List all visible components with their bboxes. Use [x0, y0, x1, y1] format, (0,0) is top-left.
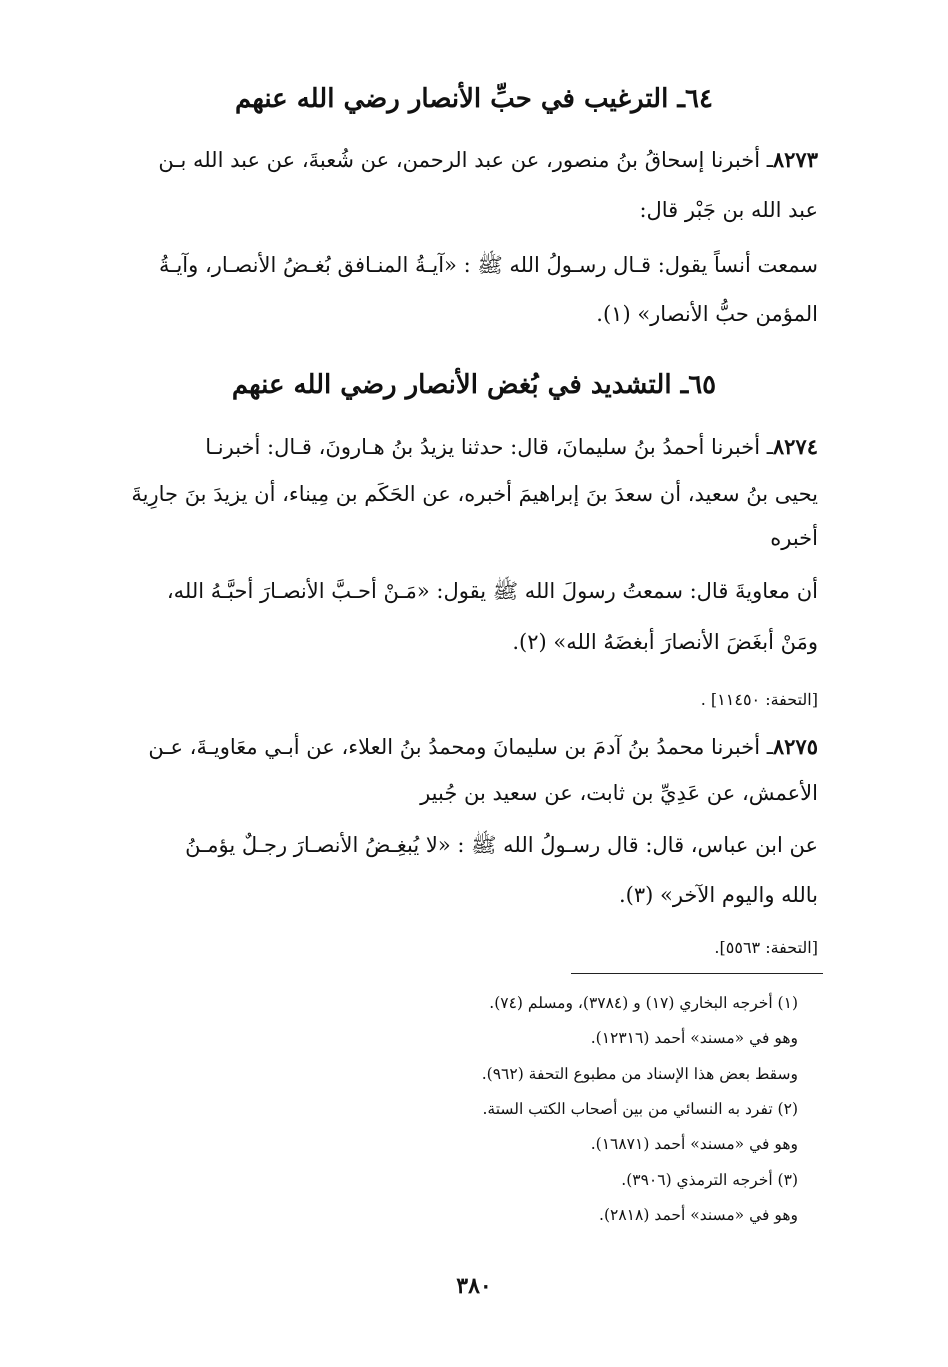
hadith-number: ٨٢٧٤ — [772, 434, 818, 459]
footnote-line: وهو في «مسند» أحمد (١٢٣١٦). — [590, 1029, 798, 1047]
hadith-8274-line-4: أن معاويةَ قال: سمعتُ رسولَ الله ﷺ يقول: «مَـنْ أحـبَّ الأنصـارَ أحبَّـهُ الله، — [166, 579, 818, 603]
tuhfa-reference: [التحفة: ١١٤٥٠] . — [700, 690, 818, 709]
tuhfa-reference: [التحفة: ٥٥٦٣]. — [714, 938, 818, 957]
hadith-8273-line-3: سمعت أنساً يقول: قـال رسـولُ الله ﷺ : «آيـةُ المنـافق بُغـضُ الأنصـار، وآيـةُ — [159, 253, 818, 277]
footnote-line: وهو في «مسند» أحمد (١٦٨٧١). — [590, 1135, 798, 1153]
hadith-8275-line-1 — [148, 734, 818, 759]
footnote-separator — [571, 973, 823, 974]
hadith-text: ـ أخبرنا محمدُ بنُ آدمَ بن سليمانَ ومحمدُ بنُ العلاء، عن أبـي معَاويـةَ، عـن — [148, 735, 773, 759]
hadith-8274-line-3: أخبره — [770, 526, 818, 550]
chapter-heading-65: ٦٥ـ التشديد في بُغض الأنصار رضي الله عنهم — [231, 370, 717, 400]
footnote-line: (٣) أخرجه الترمذي (٣٩٠٦). — [621, 1171, 798, 1189]
hadith-8274-line-2: يحيى بنُ سعيد، أن سعدَ بنَ إبراهيمَ أخبره، عن الحَكَم بن مِيناء، أن يزيدَ بنَ جارِيةَ — [131, 482, 818, 506]
footnote-line: وسقط بعض هذا الإسناد من مطبوع التحفة (٩٦٢). — [481, 1065, 798, 1083]
chapter-heading-64: ٦٤ـ الترغيب في حبِّ الأنصار رضي الله عنهم — [235, 84, 713, 114]
hadith-8273-line-2: عبد الله بن جَبْر قال: — [639, 198, 818, 222]
hadith-text: ـ أخبرنا إسحاقُ بنُ منصور، عن عبد الرحمن، عن شُعبةَ، عن عبد الله بـن — [158, 148, 773, 172]
hadith-8273-line-1 — [158, 147, 818, 172]
hadith-8274-line-5: ومَنْ أبغَضَ الأنصارَ أبغضَهُ الله» (٢). — [512, 630, 818, 654]
footnote-line: (٢) تفرد به النسائي من بين أصحاب الكتب الستة. — [482, 1100, 798, 1118]
page-number: ٣٨٠ — [456, 1273, 492, 1299]
hadith-8275-line-3: عن ابن عباس، قال: قال رسـولُ الله ﷺ : «لا يُبغِـضُ الأنصـارَ رجـلٌ يؤمـنُ — [185, 833, 818, 857]
hadith-8275-line-2: الأعمش، عن عَدِيِّ بن ثابت، عن سعيد بن جُبير — [420, 781, 818, 805]
hadith-8273-line-4: المؤمن حبُّ الأنصار» (١). — [596, 302, 818, 326]
hadith-8274-line-1 — [205, 434, 818, 459]
hadith-number: ٨٢٧٥ — [772, 734, 818, 759]
footnote-line: وهو في «مسند» أحمد (٢٨١٨). — [599, 1206, 798, 1224]
hadith-text: ـ أخبرنا أحمدُ بنُ سليمانَ، قال: حدثنا يزيدُ بنُ هـارونَ، قـال: أخبرنـا — [205, 435, 773, 459]
hadith-number: ٨٢٧٣ — [772, 147, 818, 172]
hadith-8275-line-4: بالله واليوم الآخر» (٣). — [618, 883, 818, 907]
footnote-line: (١) أخرجه البخاري (١٧) و (٣٧٨٤)، ومسلم (٧٤). — [489, 994, 798, 1012]
